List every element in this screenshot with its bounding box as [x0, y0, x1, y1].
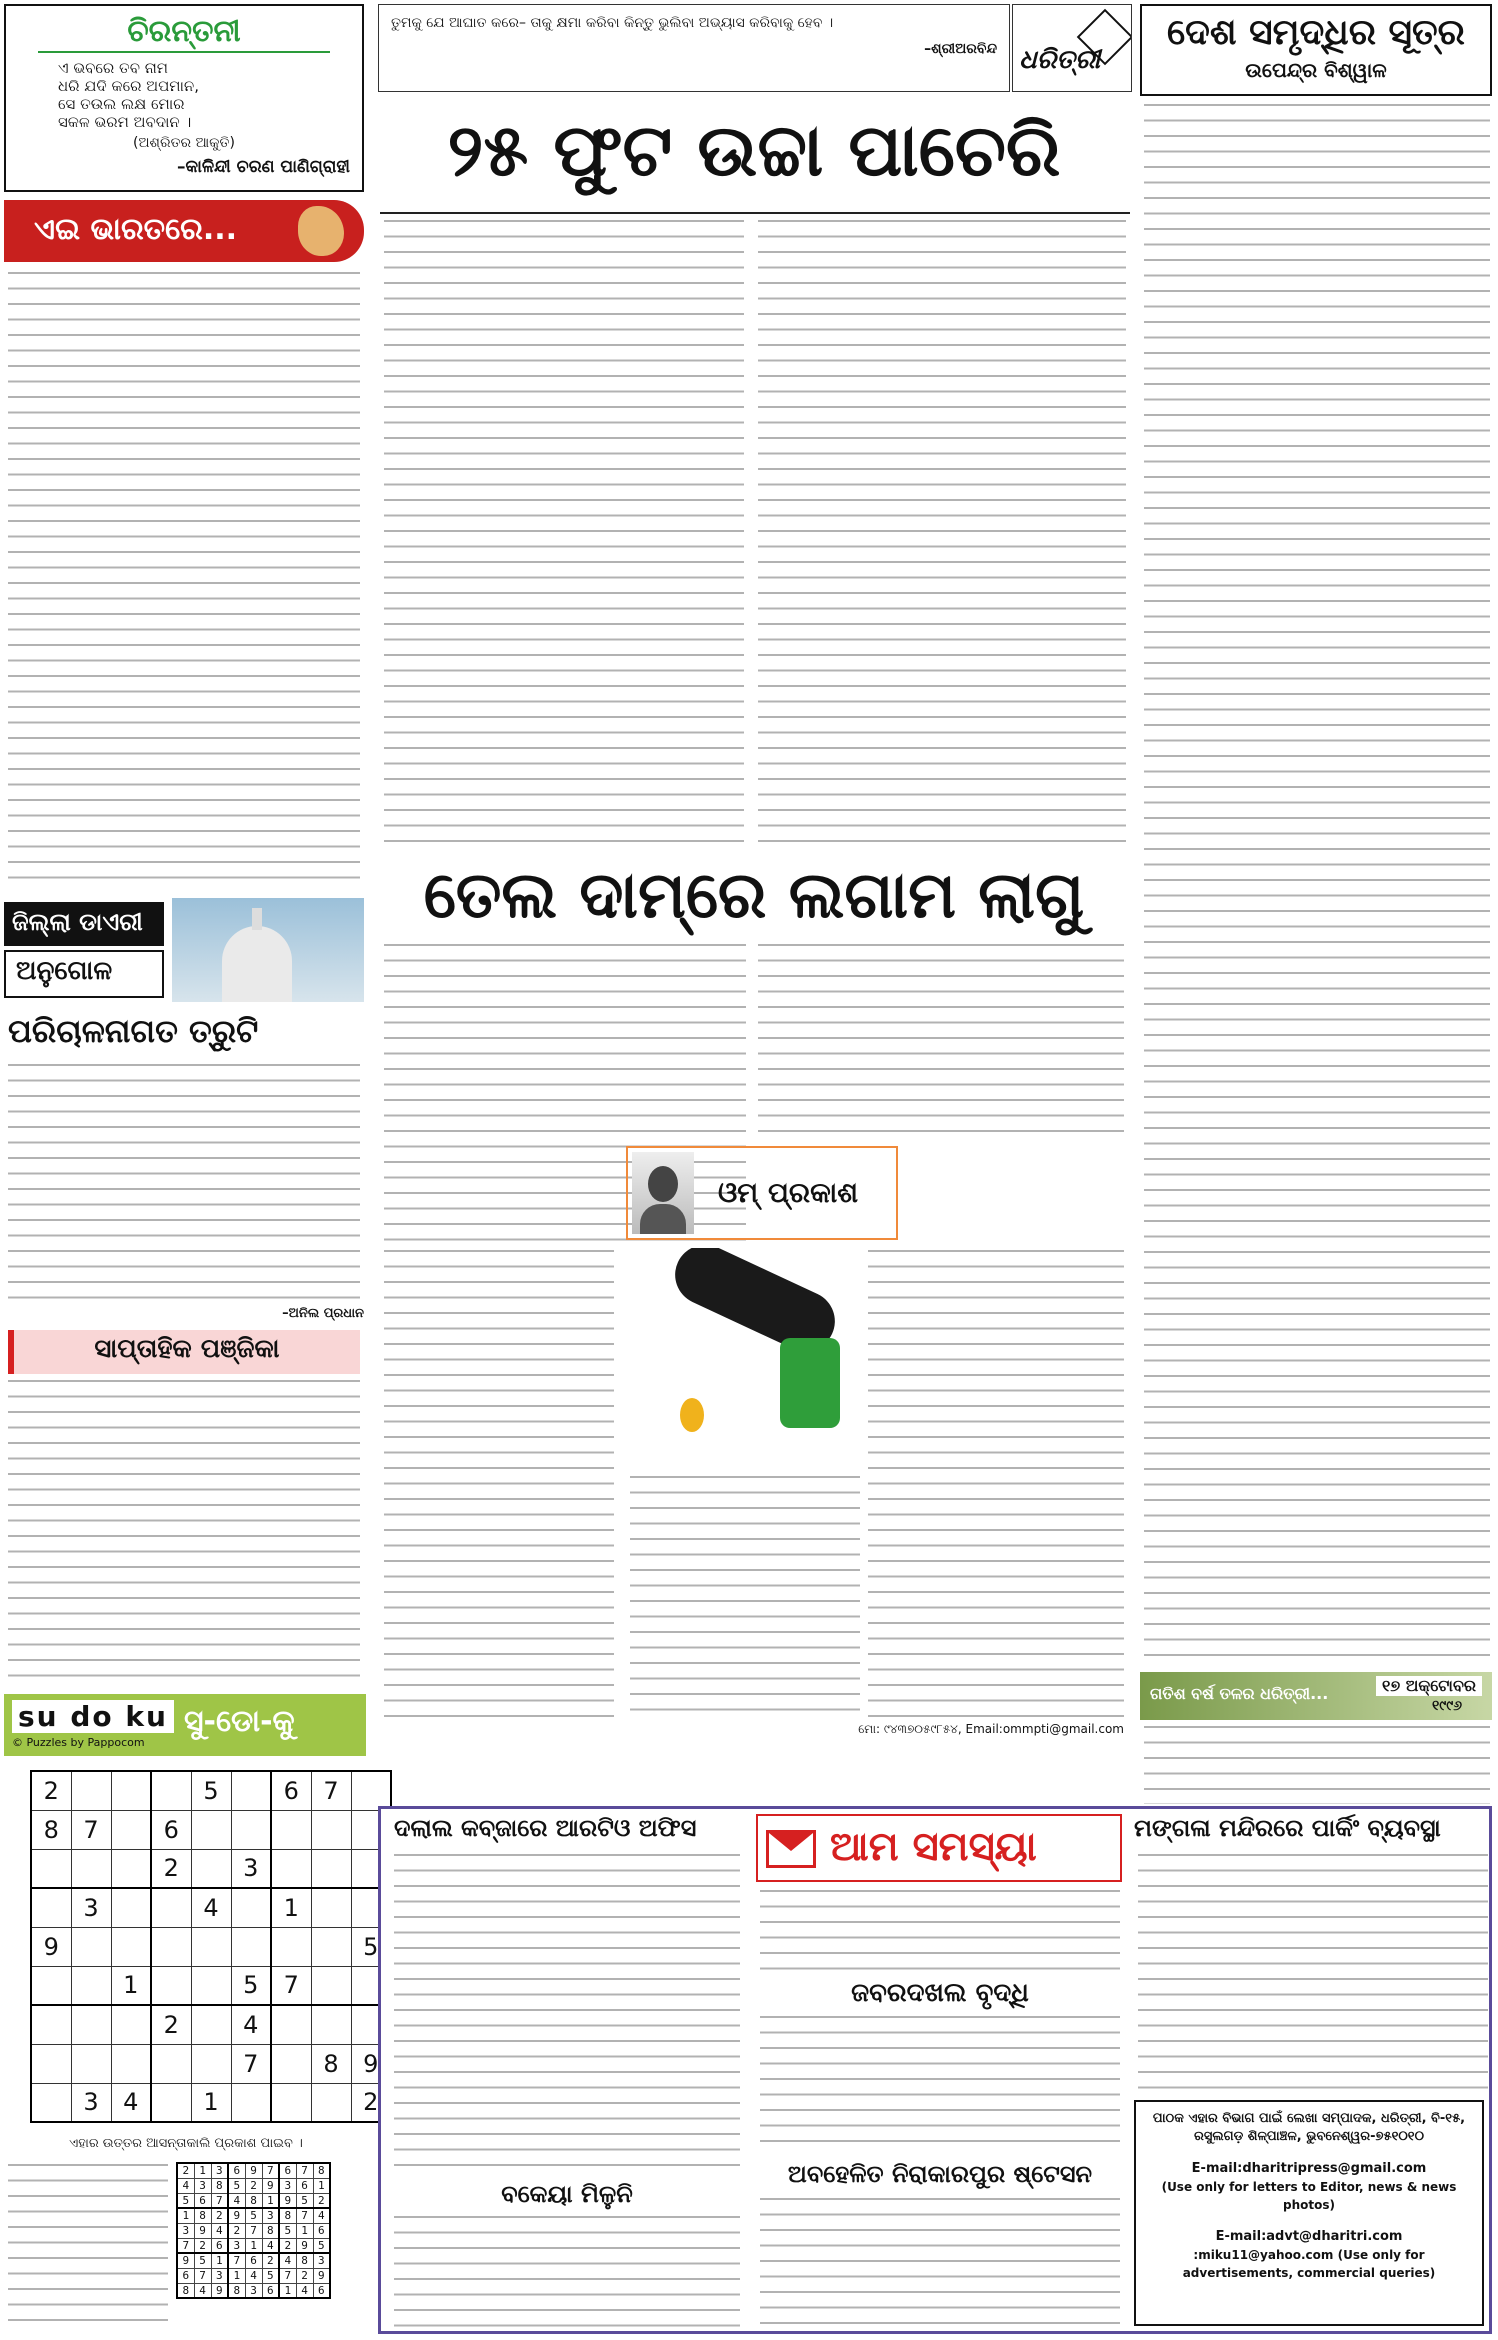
sudoku-cell: [71, 2005, 111, 2044]
sudoku-solution-cell: 4: [313, 2208, 330, 2223]
sudoku-solution-cell: 3: [177, 2223, 194, 2238]
sudoku-solution-cell: 6: [313, 2283, 330, 2298]
sudoku-solution-cell: 5: [194, 2253, 211, 2268]
sudoku-puzzle: [30, 1770, 392, 2130]
sudoku-row: [31, 1771, 391, 1810]
sudoku-solution-cell: 1: [228, 2268, 245, 2283]
sudoku-banner: [4, 1694, 366, 1756]
sudoku-cell: [271, 2005, 311, 2044]
sudoku-cell: [31, 1888, 71, 1927]
sudoku-solution-cell: 8: [262, 2223, 279, 2238]
sudoku-cell: [151, 1966, 191, 2005]
sudoku-row: [31, 1966, 391, 2005]
district-temple-photo: [172, 898, 364, 1002]
sudoku-cell: 5: [351, 1927, 391, 1966]
sudoku-solution-row: [177, 2253, 330, 2268]
sudoku-solution-row: [177, 2178, 330, 2193]
oil-col-5: [630, 1476, 860, 1716]
sudoku-cell: [311, 2005, 351, 2044]
sudoku-solution-cell: 5: [262, 2268, 279, 2283]
sudoku-cell: [71, 2044, 111, 2083]
district-name: ଅନୁଗୋଳ: [4, 950, 164, 998]
chirantani-verse-4: ସକଳ ଭରମ ଅବଦାନ ।: [58, 113, 192, 131]
email-1: E-mail:dharitripress@gmail.com: [1191, 2161, 1427, 2176]
sudoku-cell: 4: [231, 2005, 271, 2044]
sudoku-cell: [271, 1927, 311, 1966]
sudoku-cell: [231, 1771, 271, 1810]
sudoku-row: [31, 1888, 391, 1927]
sudoku-cell: [191, 1966, 231, 2005]
letters-center-heading-1: ଜବରଦଖଲ ବୃଦ୍ଧି: [851, 1978, 1029, 2008]
sudoku-solution-cell: 6: [245, 2253, 262, 2268]
sudoku-solution-cell: 1: [177, 2208, 194, 2223]
sudoku-cell: [71, 1771, 111, 1810]
sudoku-row: [31, 2005, 391, 2044]
sudoku-solution-cell: 6: [296, 2178, 313, 2193]
sudoku-cell: 7: [231, 2044, 271, 2083]
anniversary-body: [1144, 1726, 1490, 1804]
aam-samasya-title: ଆମ ସମସ୍ୟା: [830, 1824, 1037, 1870]
oil-author-box: [626, 1146, 898, 1240]
sudoku-solution-row: [177, 2283, 330, 2298]
fuel-nozzle-photo: [630, 1248, 860, 1468]
district-diary-label: ଜିଲ୍ଲା ଡାଏରୀ: [4, 902, 164, 946]
sudoku-cell: [311, 1966, 351, 2005]
letters-center-heading-2: ଅବହେଳିତ ନିରାକାରପୁର ଷ୍ଟେସନ: [787, 2160, 1093, 2188]
sudoku-cell: [111, 1810, 151, 1849]
sudoku-cell: 7: [71, 1810, 111, 1849]
sudoku-solution-cell: 7: [296, 2208, 313, 2223]
chirantani-source: (ଅଶ୍ରିତର ଆକୁତି): [133, 135, 235, 151]
email-3: :miku11@yahoo.com (Use only for advertisements, commercial queries): [1182, 2248, 1436, 2280]
sudoku-solution-cell: 8: [279, 2208, 296, 2223]
sudoku-solution-row: [177, 2163, 330, 2178]
sudoku-cell: [191, 1927, 231, 1966]
envelope-icon: [766, 1830, 816, 1868]
sudoku-solution-cell: 7: [211, 2193, 228, 2208]
sudoku-solution-cell: 3: [279, 2178, 296, 2193]
sudoku-cell: [111, 1888, 151, 1927]
sudoku-solution-cell: 4: [211, 2223, 228, 2238]
sudoku-cell: [111, 2005, 151, 2044]
weekly-title-box: [8, 1330, 360, 1374]
editorial-body: [1144, 104, 1490, 1666]
sudoku-answer-note: ଏହାର ଉତ୍ତର ଆସନ୍ତାକାଲି ପ୍ରକାଶ ପାଇବ ।: [69, 2136, 303, 2151]
oil-author-name: ଓମ୍ ପ୍ରକାଶ: [718, 1176, 859, 1209]
sudoku-solution-cell: 1: [313, 2178, 330, 2193]
oil-col-2: [758, 944, 1124, 1140]
sudoku-cell: 4: [111, 2083, 151, 2122]
sudoku-solution-cell: 5: [279, 2223, 296, 2238]
sudoku-cell: [111, 1927, 151, 1966]
chirantani-verse-2: ଧରି ଯଦି କରେ ଅପମାନ,: [58, 77, 200, 95]
masthead-logo: [1012, 4, 1132, 92]
sudoku-cell: 5: [231, 1966, 271, 2005]
sudoku-solution-cell: 3: [313, 2253, 330, 2268]
sudoku-solution-cell: 1: [211, 2253, 228, 2268]
sudoku-cell: [191, 1849, 231, 1888]
sudoku-solution-cell: 8: [211, 2178, 228, 2193]
sudoku-solution-cell: 9: [194, 2223, 211, 2238]
sudoku-solution-cell: 7: [228, 2253, 245, 2268]
sudoku-solution-row: [177, 2238, 330, 2253]
sudoku-solution-cell: 8: [194, 2208, 211, 2223]
sudoku-cell: 2: [151, 1849, 191, 1888]
sudoku-solution-cell: 2: [313, 2193, 330, 2208]
ei-bharatare-title: ଏଇ ଭାରତରେ...: [34, 212, 238, 247]
anniversary-year: ୧୯୯୬: [1431, 1698, 1462, 1714]
sudoku-cell: [31, 2083, 71, 2122]
oil-col-3: [384, 1250, 614, 1720]
sudoku-cell: [151, 2083, 191, 2122]
sudoku-cell: [311, 1927, 351, 1966]
weekly-title: ସାପ୍ତାହିକ ପଞ୍ଜିକା: [94, 1334, 280, 1364]
sudoku-cell: [151, 1888, 191, 1927]
sudoku-cell: 9: [31, 1927, 71, 1966]
letters-center-body-1: [760, 1890, 1120, 1972]
sudoku-cell: [111, 1771, 151, 1810]
sudoku-cell: [311, 1810, 351, 1849]
sudoku-cell: [31, 2044, 71, 2083]
sudoku-cell: [311, 2083, 351, 2122]
sudoku-solution-cell: 1: [245, 2238, 262, 2253]
sudoku-row: [31, 1849, 391, 1888]
anniversary-box: [1140, 1672, 1492, 1720]
sudoku-solution-cell: 6: [194, 2193, 211, 2208]
sudoku-solution-cell: 1: [279, 2283, 296, 2298]
chirantani-verse-3: ସେ ତଉଲ ଲକ୍ଷ ମୋର: [58, 95, 185, 113]
letters-left-heading: ଦଲାଲ କବ୍‌ଜାରେ ଆରଟିଓ ଅଫିସ: [394, 1814, 697, 1842]
sudoku-solution-cell: 9: [228, 2208, 245, 2223]
sudoku-cell: [31, 2005, 71, 2044]
weekly-body: [8, 1380, 360, 1680]
sudoku-solution-cell: 6: [313, 2223, 330, 2238]
sudoku-cell: 5: [191, 1771, 231, 1810]
sudoku-solution-cell: 1: [296, 2223, 313, 2238]
sudoku-solution-cell: 2: [194, 2238, 211, 2253]
letters-center-body-2: [760, 2016, 1120, 2154]
sudoku-solution-cell: 2: [296, 2268, 313, 2283]
oil-col-4: [868, 1250, 1124, 1720]
sudoku-cell: [231, 1927, 271, 1966]
sudoku-cell: [271, 2083, 311, 2122]
sudoku-brand: su do ku: [12, 1700, 174, 1733]
sudoku-solution-cell: 9: [313, 2268, 330, 2283]
sudoku-cell: 3: [231, 1849, 271, 1888]
quote-box: [378, 4, 1010, 92]
sudoku-solution-cell: 4: [262, 2238, 279, 2253]
sudoku-solution-cell: 2: [228, 2223, 245, 2238]
sudoku-cell: [191, 2005, 231, 2044]
sudoku-cell: [151, 1927, 191, 1966]
sudoku-solution-cell: 7: [296, 2163, 313, 2178]
sudoku-solution: [176, 2162, 356, 2312]
sudoku-cell: 9: [351, 2044, 391, 2083]
sudoku-cell: [151, 1771, 191, 1810]
sudoku-cell: [71, 1849, 111, 1888]
sudoku-cell: 3: [71, 2083, 111, 2122]
sudoku-solution-cell: 8: [296, 2253, 313, 2268]
sudoku-cell: [191, 1810, 231, 1849]
sudoku-cell: [311, 1888, 351, 1927]
sudoku-solution-cell: 3: [262, 2208, 279, 2223]
sudoku-cell: 1: [271, 1888, 311, 1927]
sudoku-cell: 1: [111, 1966, 151, 2005]
sudoku-solution-cell: 6: [228, 2163, 245, 2178]
sudoku-cell: [31, 1849, 71, 1888]
sudoku-row: [31, 2044, 391, 2083]
district-diary-header: [4, 898, 364, 1006]
sudoku-solution-cell: 5: [296, 2193, 313, 2208]
editorial-title: ଦେଶ ସମୃଦ୍ଧିର ସୂତ୍ର: [1167, 12, 1465, 53]
sudoku-solution-cell: 5: [313, 2238, 330, 2253]
sudoku-solution-cell: 3: [211, 2268, 228, 2283]
sudoku-solution-cell: 9: [211, 2283, 228, 2298]
sudoku-solution-cell: 7: [194, 2268, 211, 2283]
district-headline: ପରିଚାଳନାଗତ ତ୍ରୁଟି: [8, 1012, 259, 1050]
sudoku-solution-cell: 4: [245, 2268, 262, 2283]
anniversary-line: ଗତିଶ ବର୍ଷ ତଳର ଧରିତ୍ରୀ...: [1150, 1684, 1329, 1703]
sudoku-cell: 3: [71, 1888, 111, 1927]
logo-text: ଧରିତ୍ରୀ: [1019, 45, 1101, 75]
ei-bharatare-banner: [4, 200, 364, 262]
main-story-col-2: [758, 220, 1126, 850]
chirantani-box: [4, 4, 364, 192]
sudoku-solution-cell: 2: [177, 2163, 194, 2178]
editorial-header: [1140, 4, 1492, 96]
email-1-note: (Use only for letters to Editor, news & news photos): [1161, 2180, 1457, 2212]
sudoku-solution-cell: 8: [228, 2283, 245, 2298]
letters-right-heading: ମଙ୍ଗଳା ମନ୍ଦିରରେ ପାର୍କିଂ ବ୍ୟବସ୍ଥା: [1134, 1814, 1441, 1842]
sudoku-cell: 6: [151, 1810, 191, 1849]
sudoku-solution-cell: 7: [245, 2223, 262, 2238]
sudoku-solution-cell: 9: [177, 2253, 194, 2268]
sudoku-cell: 7: [311, 1771, 351, 1810]
chirantani-author: –କାଳିନ୍ଦୀ ଚରଣ ପାଣିଗ୍ରାହୀ: [176, 157, 350, 177]
sudoku-solution-grid: [176, 2162, 331, 2299]
anniversary-date: ୧୭ ଅକ୍ଟୋବର: [1376, 1676, 1482, 1696]
sudoku-solution-cell: 7: [262, 2163, 279, 2178]
sudoku-solution-cell: 6: [279, 2163, 296, 2178]
sudoku-cell: 2: [351, 2083, 391, 2122]
sudoku-solution-row: [177, 2223, 330, 2238]
sudoku-row: [31, 2083, 391, 2122]
sudoku-solution-cell: 3: [211, 2163, 228, 2178]
sudoku-solution-cell: 6: [262, 2283, 279, 2298]
editorial-author: ଉପେନ୍ଦ୍ର ବିଶ୍ୱାଳ: [1245, 58, 1387, 82]
main-story-col-1: [384, 220, 744, 850]
letters-address: ପାଠକ ଏହାର ବିଭାଗ ପାଇଁ ଲେଖା ସମ୍ପାଦକ, ଧରିତ୍ରୀ, ବି-୧୫, ରସୁଲଗଡ଼ ଶିଳ୍ପାଞ୍ଚଳ, ଭୁବନେଶ୍ୱର-୭୫୧୦୧୦: [1152, 2111, 1466, 2144]
sudoku-cell: [271, 2044, 311, 2083]
letters-right-body: [1138, 1854, 1488, 2090]
sudoku-solution-cell: 2: [262, 2253, 279, 2268]
district-byline: –ଅନିଲ ପ୍ରଧାନ: [282, 1306, 364, 1321]
chirantani-title: ଚିରନ୍ତନୀ: [127, 14, 241, 49]
author-photo: [632, 1152, 694, 1234]
sudoku-solution-cell: 1: [262, 2193, 279, 2208]
sudoku-instructions: [8, 2164, 168, 2334]
sudoku-solution-row: [177, 2208, 330, 2223]
quote-author: –ଶ୍ରୀଅରବିନ୍ଦ: [924, 41, 997, 57]
sudoku-solution-cell: 9: [262, 2178, 279, 2193]
chirantani-verse-1: ଏ ଭବରେ ତବ ନାମ: [58, 59, 168, 77]
sudoku-solution-cell: 5: [177, 2193, 194, 2208]
sudoku-solution-cell: 4: [279, 2253, 296, 2268]
sudoku-cell: 8: [311, 2044, 351, 2083]
sudoku-cell: [231, 2083, 271, 2122]
letters-left-body-2: [394, 2216, 740, 2328]
sudoku-solution-cell: 9: [245, 2163, 262, 2178]
sudoku-cell: [191, 2044, 231, 2083]
sudoku-solution-row: [177, 2268, 330, 2283]
sudoku-cell: [71, 1966, 111, 2005]
sudoku-cell: 2: [151, 2005, 191, 2044]
sudoku-cell: 1: [191, 2083, 231, 2122]
sudoku-solution-cell: 4: [177, 2178, 194, 2193]
sudoku-cell: [151, 2044, 191, 2083]
sudoku-solution-row: [177, 2193, 330, 2208]
district-body: [8, 1064, 360, 1304]
sudoku-solution-cell: 5: [245, 2208, 262, 2223]
ei-bharatare-body: [8, 272, 360, 890]
letters-address-box: [1134, 2100, 1484, 2326]
sudoku-solution-cell: 8: [313, 2163, 330, 2178]
sudoku-cell: [31, 1966, 71, 2005]
sudoku-solution-cell: 3: [228, 2238, 245, 2253]
sudoku-solution-cell: 4: [194, 2283, 211, 2298]
sudoku-row: [31, 1927, 391, 1966]
letters-left-sub: ବକେୟା ମିଳୁନି: [501, 2180, 633, 2208]
sudoku-cell: 2: [31, 1771, 71, 1810]
sudoku-solution-cell: 4: [228, 2193, 245, 2208]
sudoku-solution-cell: 6: [177, 2268, 194, 2283]
sudoku-solution-cell: 4: [296, 2283, 313, 2298]
sudoku-solution-cell: 9: [279, 2193, 296, 2208]
letters-left-body: [394, 1854, 740, 2174]
sudoku-cell: [271, 1849, 311, 1888]
email-2: E-mail:advt@dharitri.com: [1215, 2229, 1403, 2244]
sudoku-solution-cell: 5: [228, 2178, 245, 2193]
sudoku-credit: © Puzzles by Pappocom: [12, 1736, 145, 1749]
sudoku-cell: 8: [31, 1810, 71, 1849]
sudoku-solution-cell: 8: [177, 2283, 194, 2298]
quote-text: ତୁମକୁ ଯେ ଆଘାତ କରେ– ତାକୁ କ୍ଷମା କରିବା କିନ୍ତୁ ଭୁଲିବା ଅଭ୍ୟାସ କରିବାକୁ ହେବ ।: [391, 15, 834, 31]
sudoku-cell: [231, 1888, 271, 1927]
aam-samasya-banner: [756, 1814, 1122, 1882]
sudoku-solution-cell: 1: [194, 2163, 211, 2178]
sudoku-cell: [271, 1810, 311, 1849]
sudoku-solution-cell: 2: [279, 2238, 296, 2253]
sudoku-solution-cell: 9: [296, 2238, 313, 2253]
sudoku-cell: [111, 2044, 151, 2083]
sudoku-solution-cell: 3: [194, 2178, 211, 2193]
sudoku-cell: 6: [271, 1771, 311, 1810]
sudoku-cell: [231, 1810, 271, 1849]
sudoku-cell: [71, 1927, 111, 1966]
sudoku-solution-cell: 2: [245, 2178, 262, 2193]
sudoku-grid: [30, 1770, 392, 2123]
sudoku-solution-cell: 7: [279, 2268, 296, 2283]
sudoku-cell: [111, 1849, 151, 1888]
sudoku-solution-cell: 8: [245, 2193, 262, 2208]
letters-center-body-3: [760, 2198, 1120, 2328]
sudoku-cell: 4: [191, 1888, 231, 1927]
oil-contact: ମୋ: ୯୪୩୭୦୫୯୮୫୪, Email:ommpti@gmail.com: [858, 1722, 1124, 1736]
sudoku-cell: [311, 1849, 351, 1888]
sudoku-solution-cell: 6: [211, 2238, 228, 2253]
oil-headline: ତେଲ ଦାମ୍‌ରେ ଲଗାମ ଲାଗୁ: [423, 859, 1085, 933]
sudoku-cell: [351, 1771, 391, 1810]
sudoku-solution-cell: 3: [245, 2283, 262, 2298]
sudoku-row: [31, 1810, 391, 1849]
sudoku-solution-cell: 7: [177, 2238, 194, 2253]
sudoku-solution-cell: 2: [211, 2208, 228, 2223]
sudoku-brand-odia: ସୁ-ଡୋ-କୁ: [184, 1704, 295, 1739]
sudoku-cell: 7: [271, 1966, 311, 2005]
main-headline: ୨୫ ଫୁଟ ଉଚ୍ଚା ପାଚେରି: [447, 108, 1061, 192]
